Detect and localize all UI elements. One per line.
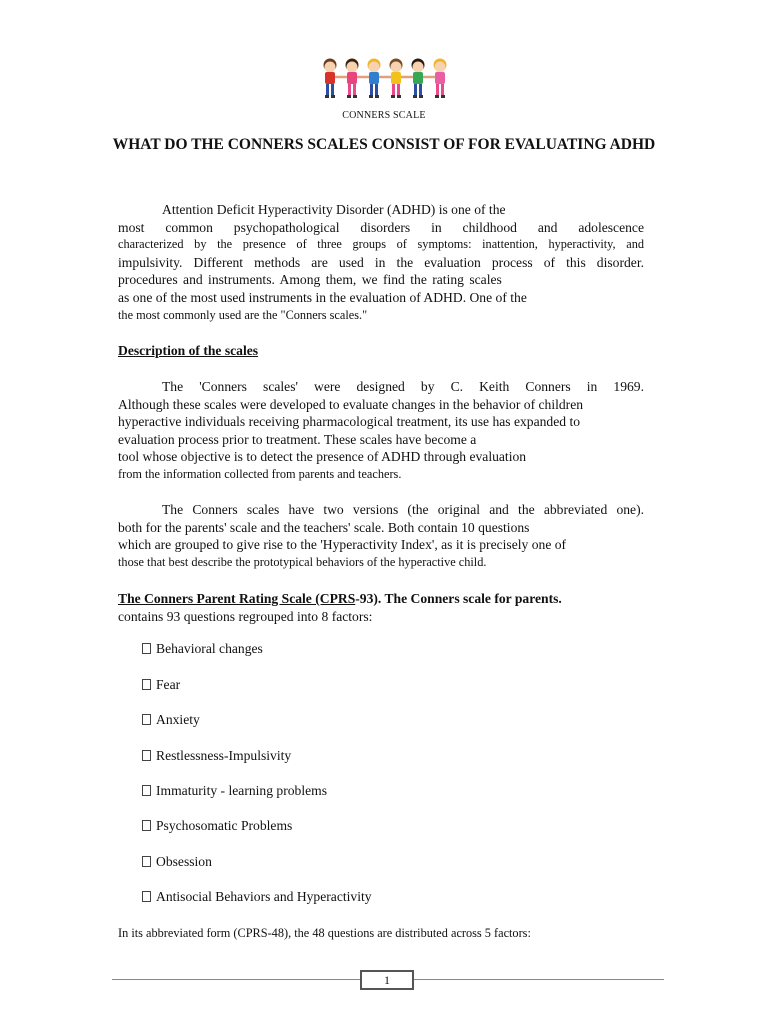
description-line: The 'Conners scales' were designed by C. Keith Conners in 1969.	[162, 379, 644, 394]
description-line: from the information collected from parents and teachers.	[118, 466, 402, 481]
section-heading-description: Description of the scales	[118, 343, 259, 358]
list-item	[142, 854, 212, 870]
factor-label: Psychosomatic Problems	[156, 818, 293, 833]
intro-line: procedures and instruments. Among them, we find the rating scales	[118, 272, 502, 288]
child-figure	[346, 59, 359, 99]
child-figure	[412, 59, 425, 99]
list-item	[142, 677, 180, 693]
child-figure	[324, 59, 337, 99]
cprs-heading	[118, 591, 562, 607]
intro-line: characterized by the presence of three groups of symptoms: inattention, hyperactivity, and	[118, 237, 644, 252]
factor-label: Behavioral changes	[156, 641, 263, 656]
cprs-heading-rest: -93). The Conners scale for parents.	[355, 591, 562, 606]
list-item	[142, 641, 263, 657]
list-item	[142, 889, 372, 905]
abbreviated-form-note: In its abbreviated form (CPRS-48), the 48 questions are distributed across 5 factors:	[118, 926, 531, 940]
page-title: WHAT DO THE CONNERS SCALES CONSIST OF FOR EVALUATING ADHD	[112, 136, 656, 153]
header-label: CONNERS SCALE	[342, 110, 426, 121]
list-item	[142, 748, 291, 764]
checkbox-icon	[142, 714, 151, 725]
description-line: Although these scales were developed to evaluate changes in the behavior of children	[118, 396, 584, 412]
factor-label: Antisocial Behaviors and Hyperactivity	[156, 889, 372, 904]
checkbox-icon	[142, 785, 151, 796]
factor-label: Anxiety	[156, 712, 200, 727]
intro-line: most common psychopathological disorders in childhood and adolescence	[118, 219, 644, 235]
description-line: evaluation process prior to treatment. These scales have become a	[118, 431, 477, 447]
description-paragraph	[118, 378, 644, 484]
intro-line: impulsivity. Different methods are used in the evaluation process of this disorder.	[118, 254, 644, 270]
factor-label: Fear	[156, 677, 181, 692]
versions-line: those that best describe the prototypical behaviors of the hyperactive child.	[118, 554, 487, 569]
factor-label: Restlessness-Impulsivity	[156, 748, 292, 763]
intro-line: Attention Deficit Hyperactivity Disorder (ADHD) is one of the	[162, 202, 506, 217]
child-figure	[368, 59, 381, 99]
description-line: hyperactive individuals receiving pharmacological treatment, its use has expanded to	[118, 414, 581, 430]
child-figure	[434, 59, 447, 99]
page-number: 1	[360, 970, 414, 990]
cprs-subtitle: contains 93 questions regrouped into 8 factors:	[118, 609, 373, 624]
checkbox-icon	[142, 820, 151, 831]
intro-paragraph	[118, 201, 644, 324]
versions-line: which are grouped to give rise to the 'Hyperactivity Index', as it is precisely one of	[118, 537, 567, 553]
checkbox-icon	[142, 750, 151, 761]
checkbox-icon	[142, 856, 151, 867]
intro-line: as one of the most used instruments in the evaluation of ADHD. One of the	[118, 289, 527, 305]
checkbox-icon	[142, 891, 151, 902]
list-item	[142, 818, 292, 834]
factor-label: Immaturity - learning problems	[156, 783, 328, 798]
checkbox-icon	[142, 643, 151, 654]
list-item	[142, 783, 327, 799]
checkbox-icon	[142, 679, 151, 690]
versions-paragraph	[118, 501, 644, 571]
intro-line: the most commonly used are the "Conners scales."	[118, 307, 368, 322]
versions-line: The Conners scales have two versions (the original and the abbreviated one).	[162, 502, 644, 517]
description-line: tool whose objective is to detect the presence of ADHD through evaluation	[118, 449, 527, 465]
children-holding-hands-icon	[318, 57, 452, 101]
child-figure	[390, 59, 403, 99]
list-item	[142, 712, 200, 728]
versions-line: both for the parents' scale and the teachers' scale. Both contain 10 questions	[118, 519, 530, 535]
factor-label: Obsession	[156, 854, 212, 869]
cprs-heading-underlined: The Conners Parent Rating Scale (CPRS	[118, 591, 356, 606]
